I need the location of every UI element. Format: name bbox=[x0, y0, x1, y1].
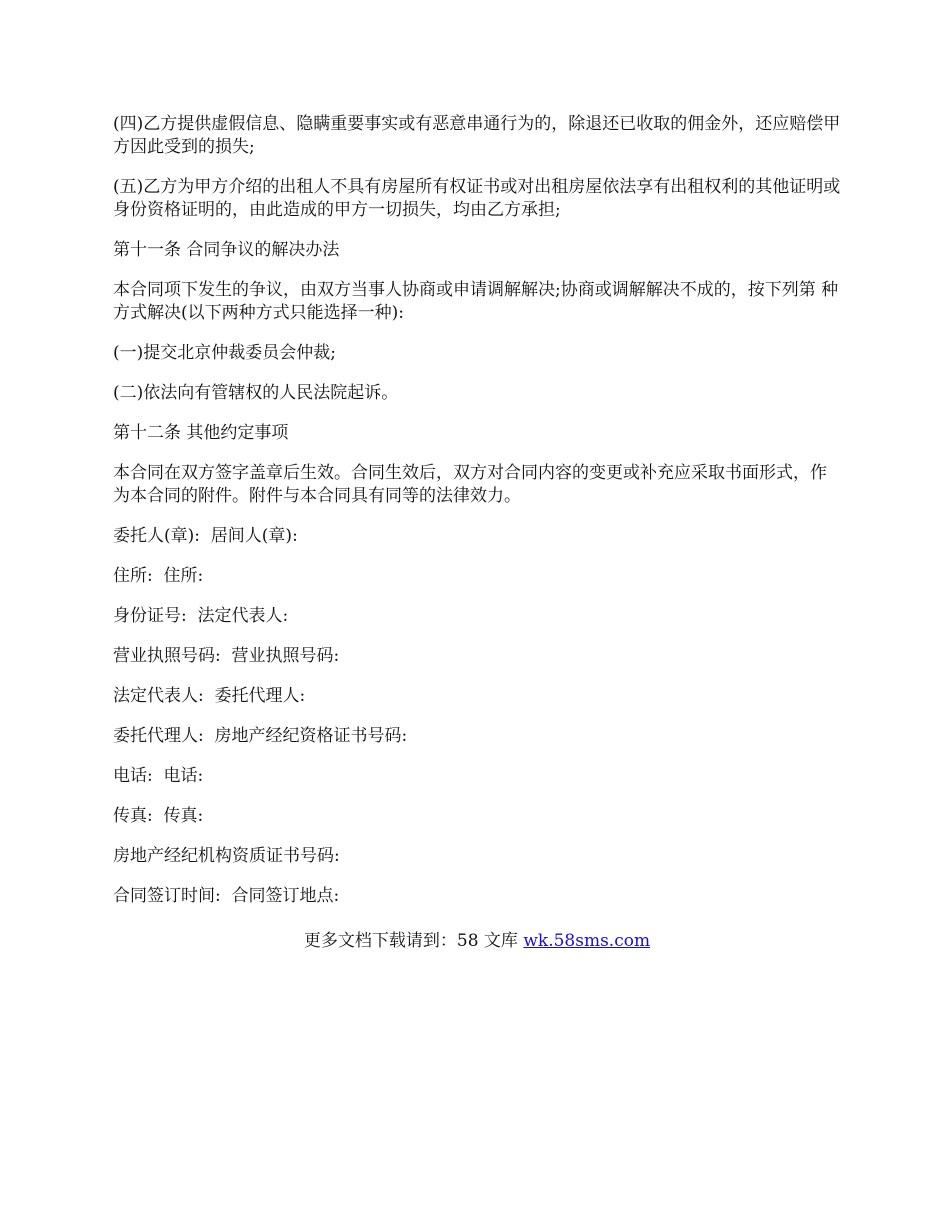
heading-article-12: 第十二条 其他约定事项 bbox=[113, 423, 289, 443]
signature-line-id: 身份证号: 法定代表人: bbox=[113, 606, 289, 626]
signature-line-legal-rep: 法定代表人: 委托代理人: bbox=[113, 686, 306, 706]
paragraph-dispute-resolution: 本合同项下发生的争议，由双方当事人协商或申请调解解决;协商或调解解决不成的，按下列第 种方式解决(以下两种方式只能选择一种): bbox=[113, 280, 839, 323]
signature-line-agent: 委托代理人: 房地产经纪资格证书号码: bbox=[113, 726, 408, 746]
paragraph-effectiveness: 本合同在双方签字盖章后生效。合同生效后，双方对合同内容的变更或补充应采取书面形式，作为本合同的附件。附件与本合同具有同等的法律效力。 bbox=[113, 463, 827, 506]
footer-download-note bbox=[113, 930, 841, 953]
heading-article-11: 第十一条 合同争议的解决办法 bbox=[113, 240, 340, 260]
footer-link[interactable]: wk.58sms.com bbox=[523, 931, 651, 951]
signature-line-agency-cert: 房地产经纪机构资质证书号码: bbox=[113, 846, 340, 866]
paragraph-clause-4: (四)乙方提供虚假信息、隐瞒重要事实或有恶意串通行为的，除退还已收取的佣金外，还应赔偿甲方因此受到的损失; bbox=[113, 114, 841, 157]
signature-line-license: 营业执照号码: 营业执照号码: bbox=[113, 646, 340, 666]
footer-text: 更多文档下载请到：58 文库 bbox=[303, 931, 524, 951]
signature-line-phone: 电话: 电话: bbox=[113, 766, 204, 786]
document-body bbox=[113, 113, 841, 925]
paragraph-option-court: (二)依法向有管辖权的人民法院起诉。 bbox=[113, 383, 399, 403]
signature-line-fax: 传真: 传真: bbox=[113, 806, 204, 826]
paragraph-option-arbitration: (一)提交北京仲裁委员会仲裁; bbox=[113, 343, 336, 363]
signature-line-signing-info: 合同签订时间: 合同签订地点: bbox=[113, 886, 340, 906]
signature-line-address: 住所: 住所: bbox=[113, 566, 204, 586]
paragraph-clause-5: (五)乙方为甲方介绍的出租人不具有房屋所有权证书或对出租房屋依法享有出租权利的其他证明或身份资格证明的，由此造成的甲方一切损失，均由乙方承担; bbox=[113, 177, 841, 220]
signature-line-parties: 委托人(章): 居间人(章): bbox=[113, 526, 298, 546]
